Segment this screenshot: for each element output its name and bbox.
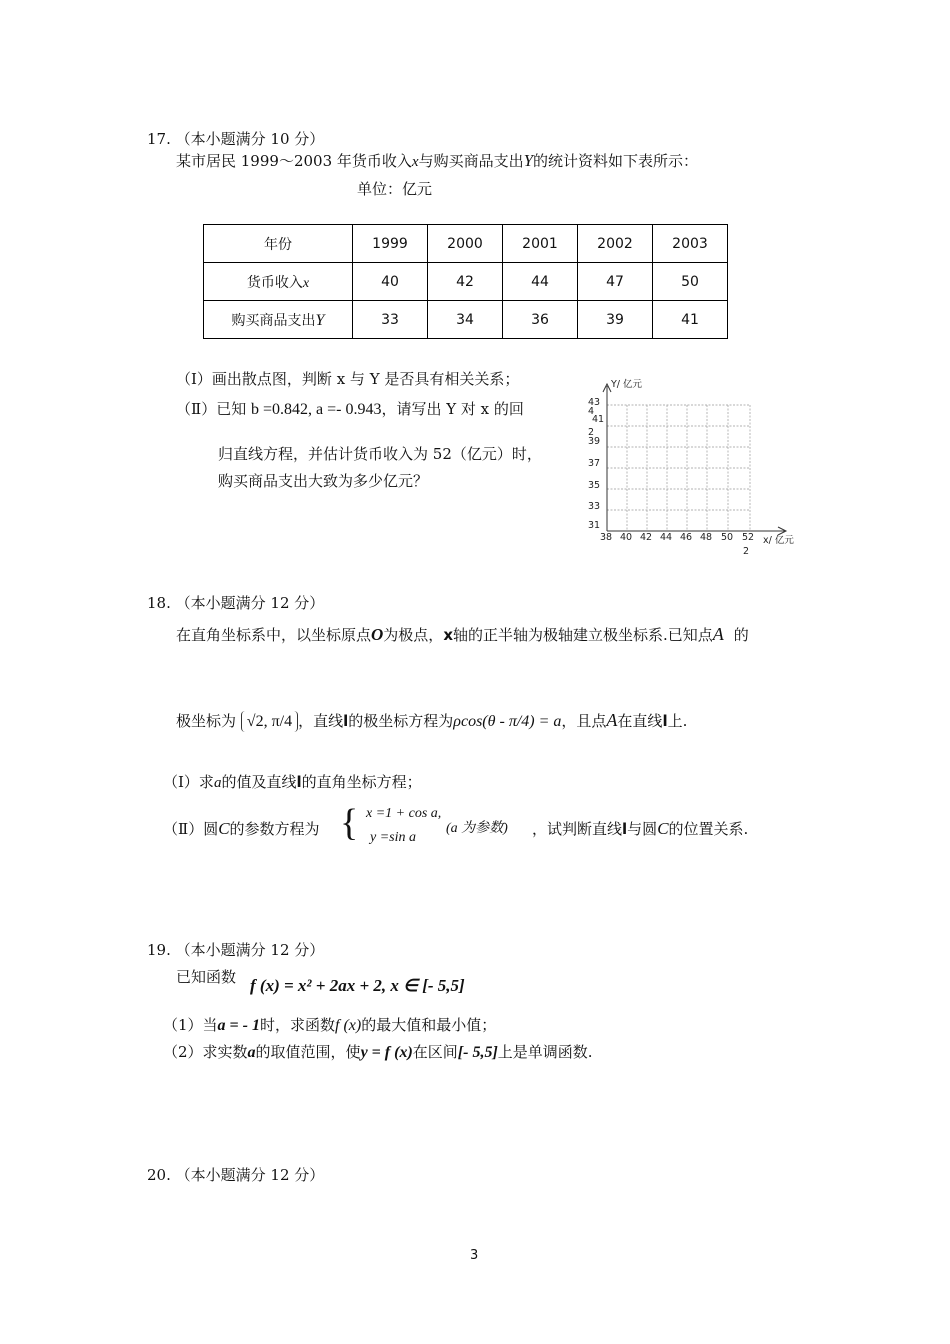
q17-part1: （Ⅰ）画出散点图，判断 x 与 Y 是否具有相关关系； (176, 370, 520, 388)
q17-unit: 单位：亿元 (357, 180, 433, 198)
table-cell: 47 (578, 263, 653, 301)
table-row (204, 225, 728, 263)
q19-part1 (163, 1014, 496, 1035)
q19-number: 19. (147, 941, 171, 959)
table-header-income (204, 263, 353, 301)
q18-text: 在直线 (617, 712, 663, 730)
x-tick: 42 (640, 532, 653, 543)
y-tick-extra: 4 (588, 406, 595, 417)
q18-text: 与圆 (627, 820, 658, 838)
q17-intro-b: 与购买商品支出 (418, 152, 524, 170)
q18-text: （Ⅰ）求 (163, 773, 214, 791)
y-tick: 31 (588, 520, 601, 531)
table-header-year: 年份 (204, 225, 353, 263)
q20-header (147, 1164, 324, 1185)
q19-text: （1）当 (163, 1016, 218, 1034)
q19-text: 时，求函数 (260, 1016, 336, 1034)
q17-intro (176, 150, 698, 171)
x-axis-label: x/ 亿元 (763, 535, 794, 546)
q18-text: 极坐标为 (176, 712, 237, 730)
table-cell: 2002 (578, 225, 653, 263)
table-cell: 40 (353, 263, 428, 301)
table-row (204, 301, 728, 339)
q18-text: 的值及直线 (221, 773, 297, 791)
q18-var-o: O (371, 625, 384, 644)
x-tick: 50 (721, 532, 734, 543)
q18-text: 的 (733, 626, 749, 644)
q17-part2-line3: 购买商品支出大致为多少亿元？ (218, 472, 429, 490)
grid-svg (580, 378, 800, 558)
q18-text: 的直角坐标方程； (301, 773, 422, 791)
q18-var-l: l (343, 712, 349, 730)
x-tick: 48 (700, 532, 713, 543)
q18-text: 的参数方程为 (229, 820, 320, 838)
q18-var-x: x (443, 626, 453, 644)
q20-heading: （本小题满分 12 分） (175, 1166, 325, 1184)
q18-text: ，且点 (561, 712, 607, 730)
table-cell: 34 (428, 301, 503, 339)
y-tick: 43 (588, 397, 601, 408)
y-tick: 41 (592, 414, 605, 425)
table-cell: 39 (578, 301, 653, 339)
q18-text: 为极点， (383, 626, 444, 644)
q18-heading: （本小题满分 12 分） (175, 594, 325, 612)
q19-interval: [- 5,5] (457, 1044, 498, 1061)
q17-part2-b: ，请写出 Y 对 x 的回 (381, 400, 524, 418)
q18-var-l: l (622, 820, 628, 838)
table-cell: 1999 (353, 225, 428, 263)
q18-text: ，试判断直线 (532, 820, 623, 838)
q19-condition: a = - 1 (217, 1017, 260, 1034)
q18-var-a-point: A (606, 710, 618, 730)
q18-polar-equation: ρcos(θ - π/4) = a (453, 713, 562, 730)
q18-param-y: y =sin a (370, 830, 416, 845)
x-tick: 46 (680, 532, 693, 543)
q17-header (147, 128, 324, 149)
x-tick-extra: 2 (743, 546, 750, 557)
q17-data-table (203, 224, 728, 339)
y-tick-extra: 2 (588, 427, 595, 438)
y-tick: 37 (588, 458, 601, 469)
q18-text: （Ⅱ）圆 (163, 820, 219, 838)
q19-part2 (163, 1041, 593, 1062)
q17-regression-coefficients: b =0.842, a =- 0.943 (250, 401, 382, 418)
q19-text: 的最大值和最小值； (361, 1016, 497, 1034)
spend-var: Y (315, 311, 325, 329)
q20-number: 20. (147, 1166, 171, 1184)
table-cell: 44 (503, 263, 578, 301)
table-cell: 41 (653, 301, 728, 339)
q18-part1 (163, 771, 422, 792)
q18-var-l: l (296, 773, 302, 791)
x-tick: 44 (660, 532, 673, 543)
table-cell: 36 (503, 301, 578, 339)
q18-var-c: C (218, 819, 230, 838)
q18-text: 的极坐标方程为 (348, 712, 454, 730)
q18-part2 (163, 818, 320, 839)
q18-text: ，直线 (298, 712, 344, 730)
q19-var-a: a (247, 1044, 256, 1061)
spend-label: 购买商品支出 (231, 312, 316, 329)
q18-header (147, 592, 324, 613)
table-cell: 33 (353, 301, 428, 339)
q19-function: f (x) = x² + 2ax + 2, x ∈ [- 5,5] (250, 976, 465, 995)
y-axis-label: Y/ 亿元 (611, 379, 643, 390)
q18-polar-point: √2, π/4 (241, 711, 298, 732)
q17-var-x: x (411, 154, 419, 170)
q18-number: 18. (147, 594, 171, 612)
q19-fx: f (x) (335, 1017, 362, 1034)
q17-part2-line2: 归直线方程，并估计货币收入为 52（亿元）时， (218, 445, 542, 463)
q19-heading: （本小题满分 12 分） (175, 941, 325, 959)
q17-intro-c: 的统计资料如下表所示： (533, 152, 699, 170)
q18-text: 在直角坐标系中，以坐标原点 (176, 626, 372, 644)
q18-param-x: x =1 + cos a, (366, 806, 442, 821)
table-cell: 2000 (428, 225, 503, 263)
q19-text: 上是单调函数. (497, 1043, 593, 1061)
q18-var-a: a (213, 775, 222, 791)
q17-intro-a: 某市居民 1999～2003 年货币收入 (176, 152, 412, 170)
page-number: 3 (470, 1248, 479, 1263)
q18-var-a-point: A (712, 624, 724, 644)
q18-line1 (176, 624, 749, 645)
x-tick: 52 (742, 532, 755, 543)
q18-param-note: (a 为参数) (446, 821, 508, 836)
q18-part2-end (532, 818, 748, 839)
income-var: x (302, 275, 310, 291)
q18-text: 的位置关系. (668, 820, 749, 838)
table-cell: 2001 (503, 225, 578, 263)
q17-part2-line1 (176, 398, 524, 419)
q18-var-c: C (657, 819, 669, 838)
q18-param-brace: { (340, 802, 359, 844)
q19-text: 在区间 (412, 1043, 458, 1061)
q18-text: 上. (667, 712, 688, 730)
q19-text: 的取值范围，使 (255, 1043, 361, 1061)
q17-part2-a: （Ⅱ）已知 (176, 400, 247, 418)
q17-number: 17. (147, 130, 171, 148)
q19-header (147, 939, 324, 960)
y-tick: 33 (588, 501, 601, 512)
income-label: 货币收入 (246, 274, 303, 291)
q18-text: 轴的正半轴为极轴建立极坐标系.已知点 (453, 626, 713, 644)
y-tick: 35 (588, 480, 601, 491)
y-tick: 39 (588, 436, 601, 447)
table-cell: 42 (428, 263, 503, 301)
table-cell: 2003 (653, 225, 728, 263)
q17-var-y: Y (523, 151, 534, 170)
q17-blank-grid (580, 378, 800, 558)
q19-yfx: y = f (x) (360, 1044, 413, 1061)
table-header-spend (204, 301, 353, 339)
q19-line1: 已知函数 (176, 968, 237, 986)
table-row (204, 263, 728, 301)
x-tick: 40 (620, 532, 633, 543)
x-tick: 38 (600, 532, 613, 543)
table-cell: 50 (653, 263, 728, 301)
q17-heading: （本小题满分 10 分） (175, 130, 325, 148)
q19-text: （2）求实数 (163, 1043, 248, 1061)
q18-line2 (176, 710, 687, 731)
q18-var-l: l (662, 712, 668, 730)
